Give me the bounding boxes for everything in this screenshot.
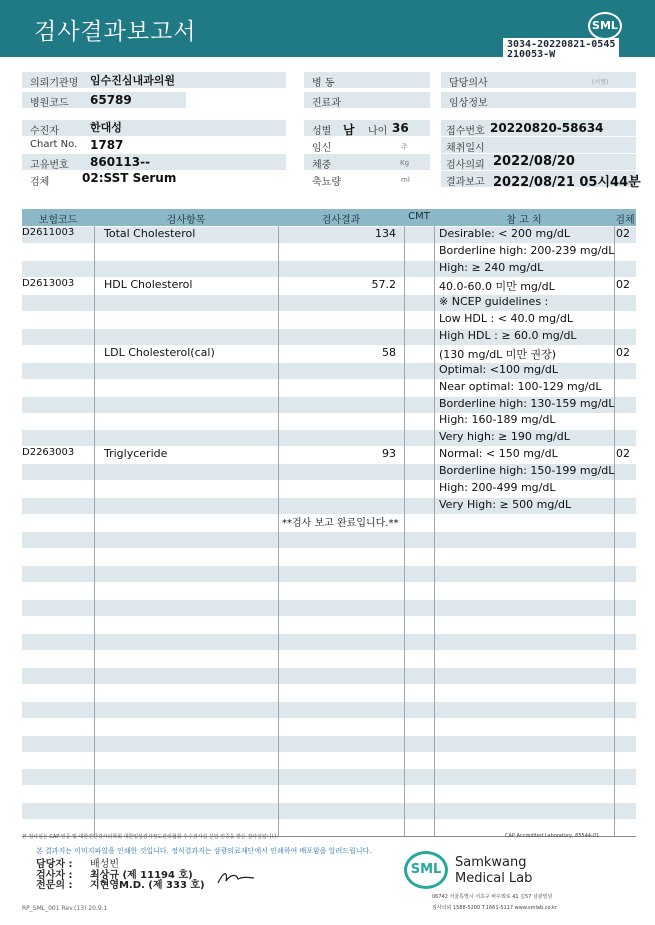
report-title: 검사결과보고서 bbox=[34, 19, 197, 45]
col-divider bbox=[404, 226, 405, 836]
table-cell-ref: High HDL : ≥ 60.0 mg/dL bbox=[439, 328, 577, 342]
col-divider bbox=[94, 226, 95, 836]
table-cell-ref: High: 200-499 mg/dL bbox=[439, 481, 556, 495]
lab-address: 06742 서울특별시 서초구 바우뫼로 41 길57 삼광빌딩 bbox=[432, 894, 553, 900]
table-row-stripe bbox=[22, 736, 636, 752]
table-cell-ref: (130 mg/dL 미만 권장) bbox=[439, 347, 557, 361]
table-row-stripe bbox=[22, 702, 636, 718]
receipt-value: 20220820-58634 bbox=[490, 121, 604, 135]
table-cell-ref: Near optimal: 100-129 mg/dL bbox=[439, 379, 602, 393]
table-cell-result: 93 bbox=[382, 447, 396, 461]
age-label: 나이 bbox=[368, 126, 388, 137]
hospital-code-label: 병원코드 bbox=[22, 92, 88, 108]
id-label: 고유번호 bbox=[30, 160, 69, 171]
report-label: 결과보고 bbox=[446, 177, 485, 188]
table-cell-item: LDL Cholesterol(cal) bbox=[104, 345, 215, 359]
certification-note: 본 검사실은 CAP 인증 및 대한진단검사의학회 대한임상검사정도관리협회 우수검사실 신임 인증을 받은 검사실입니다. bbox=[22, 834, 279, 840]
col-divider bbox=[434, 226, 435, 836]
urine-label: 축뇨량 bbox=[312, 177, 341, 188]
table-row-stripe bbox=[22, 769, 636, 785]
table-cell-ref: Optimal: <100 mg/dL bbox=[439, 362, 558, 376]
col-header-reference: 참 고 치 bbox=[506, 215, 542, 226]
col-divider bbox=[614, 226, 615, 836]
table-cell-result: 57.2 bbox=[371, 277, 396, 291]
specialist-label: 전문의 : bbox=[36, 880, 73, 891]
table-row-stripe bbox=[22, 566, 636, 582]
col-header-code: 보험코드 bbox=[38, 215, 78, 226]
staff-value: 배성빈 bbox=[90, 859, 119, 870]
chart-label: Chart No. bbox=[30, 139, 78, 150]
weight-label: 체중 bbox=[312, 160, 332, 171]
lab-name bbox=[455, 855, 532, 887]
table-row-stripe bbox=[22, 634, 636, 650]
table-cell-ref: Low HDL : < 40.0 mg/dL bbox=[439, 311, 573, 325]
table-cell-result: 134 bbox=[375, 227, 396, 240]
table-cell-ref: Normal: < 150 mg/dL bbox=[439, 447, 558, 461]
table-cell-code: D2263003 bbox=[22, 447, 75, 459]
table-cell-item: HDL Cholesterol bbox=[104, 277, 193, 291]
tester-label: 검사자 : bbox=[36, 870, 73, 881]
cap-note: CAP Accredited Laboratory, 85544-01 bbox=[505, 833, 600, 839]
table-cell-spec: 02 bbox=[616, 345, 630, 359]
report-header bbox=[0, 0, 655, 60]
table-row-stripe bbox=[22, 600, 636, 616]
specialist-value: 지현영M.D. (제 333 호) bbox=[90, 880, 205, 891]
lab-name-line-1: Samkwang bbox=[455, 855, 527, 870]
col-divider bbox=[278, 226, 279, 836]
sex-value: 남 bbox=[343, 123, 355, 137]
table-cell-item: Triglyceride bbox=[104, 447, 168, 461]
receipt-label: 접수번호 bbox=[446, 126, 485, 137]
patient-value: 한대성 bbox=[90, 121, 122, 134]
report-complete-message: **검사 보고 완료입니다.** bbox=[282, 518, 399, 529]
col-header-specimen: 검체 bbox=[615, 215, 635, 226]
tester-value: 최상규 (제 11194 호) bbox=[90, 870, 193, 881]
doctor-sign: (서명) bbox=[592, 79, 609, 86]
request-value: 2022/08/20 bbox=[493, 154, 575, 169]
print-note: 본 결과지는 이미지파일을 인쇄한 것입니다. 정식결과지는 삼광의료재단에서 인쇄하여 배포함을 알려드립니다. bbox=[36, 847, 372, 855]
col-header-cmt: CMT bbox=[408, 211, 430, 222]
urine-unit: ml bbox=[401, 176, 410, 184]
table-cell-result: 58 bbox=[382, 345, 396, 359]
table-cell-code: D2613003 bbox=[22, 277, 75, 289]
sex-label: 성별 bbox=[312, 126, 332, 137]
hospital-code-value: 65789 bbox=[90, 93, 132, 107]
table-cell-ref: High: 160-189 mg/dL bbox=[439, 413, 556, 427]
collection-label: 채취일시 bbox=[446, 143, 485, 154]
col-header-result: 검사결과 bbox=[321, 215, 361, 226]
table-cell-spec: 02 bbox=[616, 447, 630, 461]
table-cell-ref: ※ NCEP guidelines : bbox=[439, 294, 549, 308]
table-cell-ref: Borderline high: 200-239 mg/dL bbox=[439, 243, 615, 257]
table-cell-ref: Borderline high: 150-199 mg/dL bbox=[439, 464, 615, 478]
weight-unit: Kg bbox=[400, 159, 410, 167]
specimen-label: 검체 bbox=[30, 177, 50, 188]
sml-logo-icon: SML bbox=[588, 12, 622, 40]
pregnancy-unit: 주 bbox=[401, 143, 408, 151]
table-cell-item: Total Cholesterol bbox=[104, 227, 196, 240]
table-cell-ref: Borderline high: 130-159 mg/dL bbox=[439, 396, 615, 410]
form-code: RP_SML_001 Rev.(13) 20.9.1 bbox=[22, 905, 108, 912]
table-row-stripe bbox=[22, 532, 636, 548]
sml-lab-logo-icon: SML bbox=[404, 851, 448, 889]
institution-value: 임수진심내과의원 bbox=[90, 74, 176, 87]
request-label: 검사의뢰 bbox=[446, 160, 485, 171]
table-cell-ref: Desirable: < 200 mg/dL bbox=[439, 227, 571, 240]
table-row-stripe bbox=[22, 668, 636, 684]
table-row-stripe bbox=[22, 803, 636, 819]
age-value: 36 bbox=[392, 121, 409, 135]
id-value: 860113-- bbox=[90, 155, 151, 169]
staff-label: 담당자 : bbox=[36, 859, 73, 870]
signature-icon bbox=[216, 869, 256, 887]
table-cell-ref: Very High: ≥ 500 mg/dL bbox=[439, 498, 572, 512]
lab-contact: 검사의뢰 1588-5200 T.1661-5117 www.smlab.co.kr bbox=[432, 905, 557, 911]
report-reference: 3034-20220821-0545 210053-W bbox=[503, 38, 619, 62]
clinical-label: 임상정보 bbox=[441, 92, 636, 108]
table-cell-ref: Very high: ≥ 190 mg/dL bbox=[439, 430, 570, 444]
col-header-item: 검사항목 bbox=[166, 215, 206, 226]
pregnancy-label: 임신 bbox=[312, 143, 332, 154]
table-cell-spec: 02 bbox=[616, 277, 630, 291]
table-cell-code: D2611003 bbox=[22, 227, 75, 238]
specimen-value: 02:SST Serum bbox=[82, 171, 177, 185]
doctor-label: 담당의사 bbox=[441, 72, 636, 88]
ward-label: 병 동 bbox=[304, 72, 430, 88]
report-value: 2022/08/21 05시44분 bbox=[493, 175, 641, 190]
table-cell-spec: 02 bbox=[616, 227, 630, 240]
table-row-stripe bbox=[22, 261, 636, 277]
chart-value: 1787 bbox=[90, 138, 124, 152]
institution-label: 의뢰기관명 bbox=[22, 72, 88, 88]
table-cell-ref: 40.0-60.0 미만 mg/dL bbox=[439, 279, 555, 293]
patient-label: 수진자 bbox=[22, 120, 88, 136]
department-label: 진료과 bbox=[304, 92, 430, 108]
lab-name-line-2: Medical Lab bbox=[455, 871, 533, 886]
table-cell-ref: High: ≥ 240 mg/dL bbox=[439, 260, 544, 274]
